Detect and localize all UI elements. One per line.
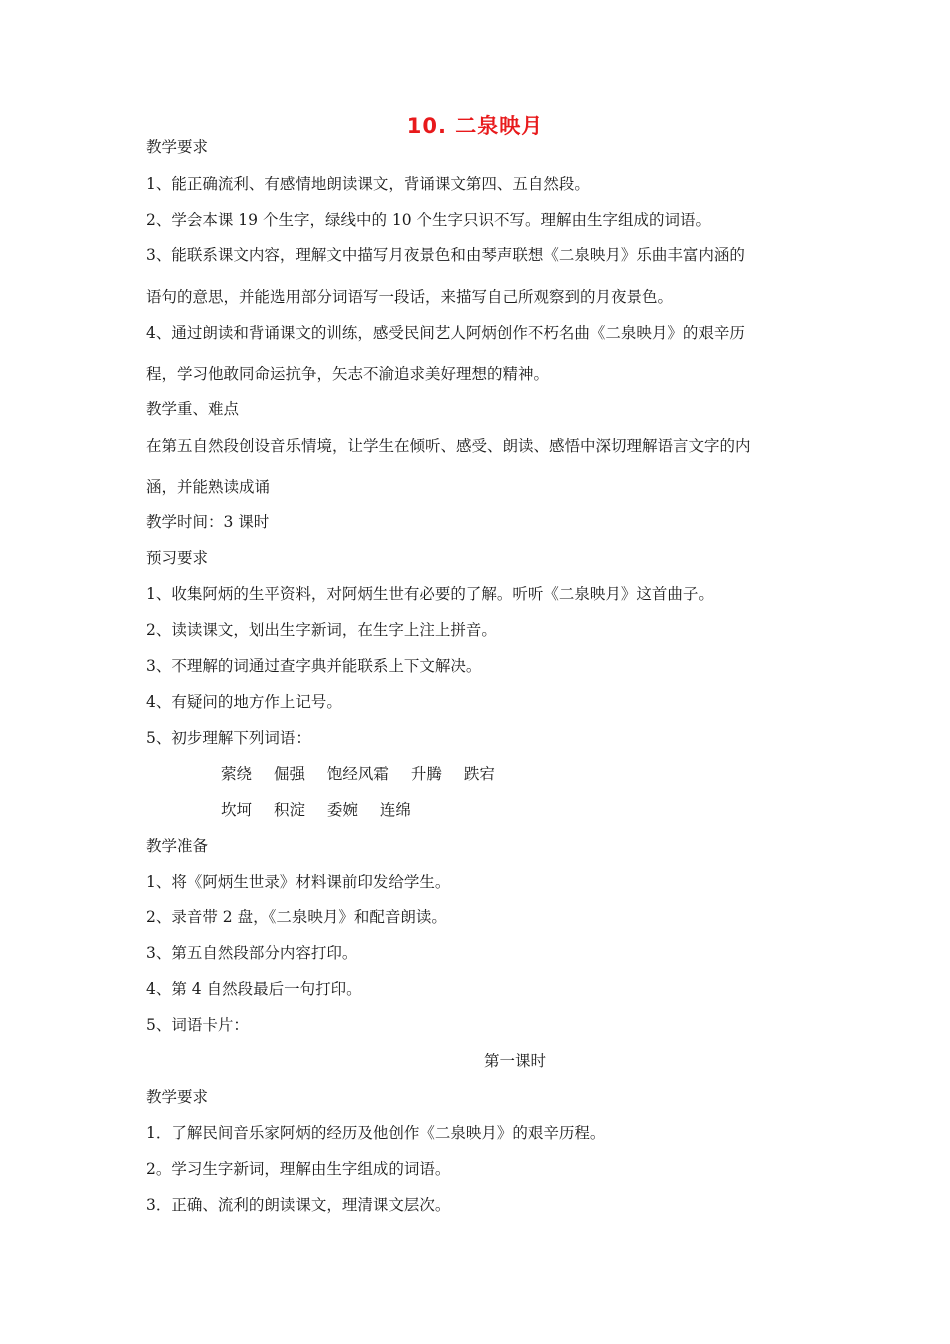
paragraph-line: 1、将《阿炳生世录》材料课前印发给学生。: [146, 873, 451, 891]
vocab-word: 坎坷: [221, 801, 253, 819]
page-title: 10. 二泉映月: [406, 114, 544, 138]
paragraph-line: 5、词语卡片：: [146, 1016, 249, 1034]
paragraph-line: 在第五自然段创设音乐情境，让学生在倾听、感受、朗读、感悟中深切理解语言文字的内: [146, 437, 751, 455]
section-label-preview: 预习要求: [146, 549, 209, 567]
paragraph-line: 3、能联系课文内容，理解文中描写月夜景色和由琴声联想《二泉映月》乐曲丰富内涵的: [146, 246, 745, 264]
paragraph-line: 程，学习他敢同命运抗争，矢志不渝追求美好理想的精神。: [146, 365, 550, 383]
paragraph-line: 1．了解民间音乐家阿炳的经历及他创作《二泉映月》的艰辛历程。: [146, 1124, 606, 1142]
vocab-word: 饱经风霜: [326, 765, 389, 783]
paragraph-line: 2、学会本课 19 个生字，绿线中的 10 个生字只识不写。理解由生字组成的词语。: [146, 211, 712, 229]
paragraph-line: 4、通过朗读和背诵课文的训练，感受民间艺人阿炳创作不朽名曲《二泉映月》的艰辛历: [146, 324, 745, 342]
section-label-preparation: 教学准备: [146, 837, 209, 855]
teaching-time: 教学时间：3 课时: [146, 513, 270, 531]
paragraph-line: 1、能正确流利、有感情地朗读课文，背诵课文第四、五自然段。: [146, 175, 590, 193]
paragraph-line: 1、收集阿炳的生平资料，对阿炳生世有必要的了解。听听《二泉映月》这首曲子。: [146, 585, 714, 603]
vocab-word: 委婉: [326, 801, 358, 819]
paragraph-line: 3、不理解的词通过查字典并能联系上下文解决。: [146, 657, 482, 675]
paragraph-line: 2、录音带 2 盘，《二泉映月》和配音朗读。: [146, 908, 447, 926]
vocab-word: 萦绕: [221, 765, 253, 783]
vocab-word: 倔强: [273, 765, 305, 783]
paragraph-line: 4、有疑问的地方作上记号。: [146, 693, 342, 711]
vocab-word: 跌宕: [463, 765, 495, 783]
lesson-heading: 第一课时: [483, 1052, 546, 1070]
paragraph-line: 涵，并能熟读成诵: [146, 478, 271, 496]
vocab-word: 升腾: [410, 765, 442, 783]
section-label-teaching-requirements: 教学要求: [146, 138, 209, 156]
paragraph-line: 2、读读课文，划出生字新词，在生字上注上拼音。: [146, 621, 497, 639]
vocab-row: [221, 764, 901, 784]
paragraph-line: 2。学习生字新词，理解由生字组成的词语。: [146, 1160, 451, 1178]
paragraph-line: 语句的意思，并能选用部分词语写一段话，来描写自己所观察到的月夜景色。: [146, 288, 674, 306]
paragraph-line: 3．正确、流利的朗读课文，理清课文层次。: [146, 1196, 451, 1214]
section-label-teaching-requirements: 教学要求: [146, 1088, 209, 1106]
vocab-word: 积淀: [273, 801, 305, 819]
vocab-row: [221, 800, 901, 820]
vocab-word: 连绵: [379, 801, 411, 819]
section-label-key-points: 教学重、难点: [146, 400, 240, 418]
paragraph-line: 5、初步理解下列词语：: [146, 729, 311, 747]
paragraph-line: 3、第五自然段部分内容打印。: [146, 944, 358, 962]
paragraph-line: 4、第 4 自然段最后一句打印。: [146, 980, 362, 998]
